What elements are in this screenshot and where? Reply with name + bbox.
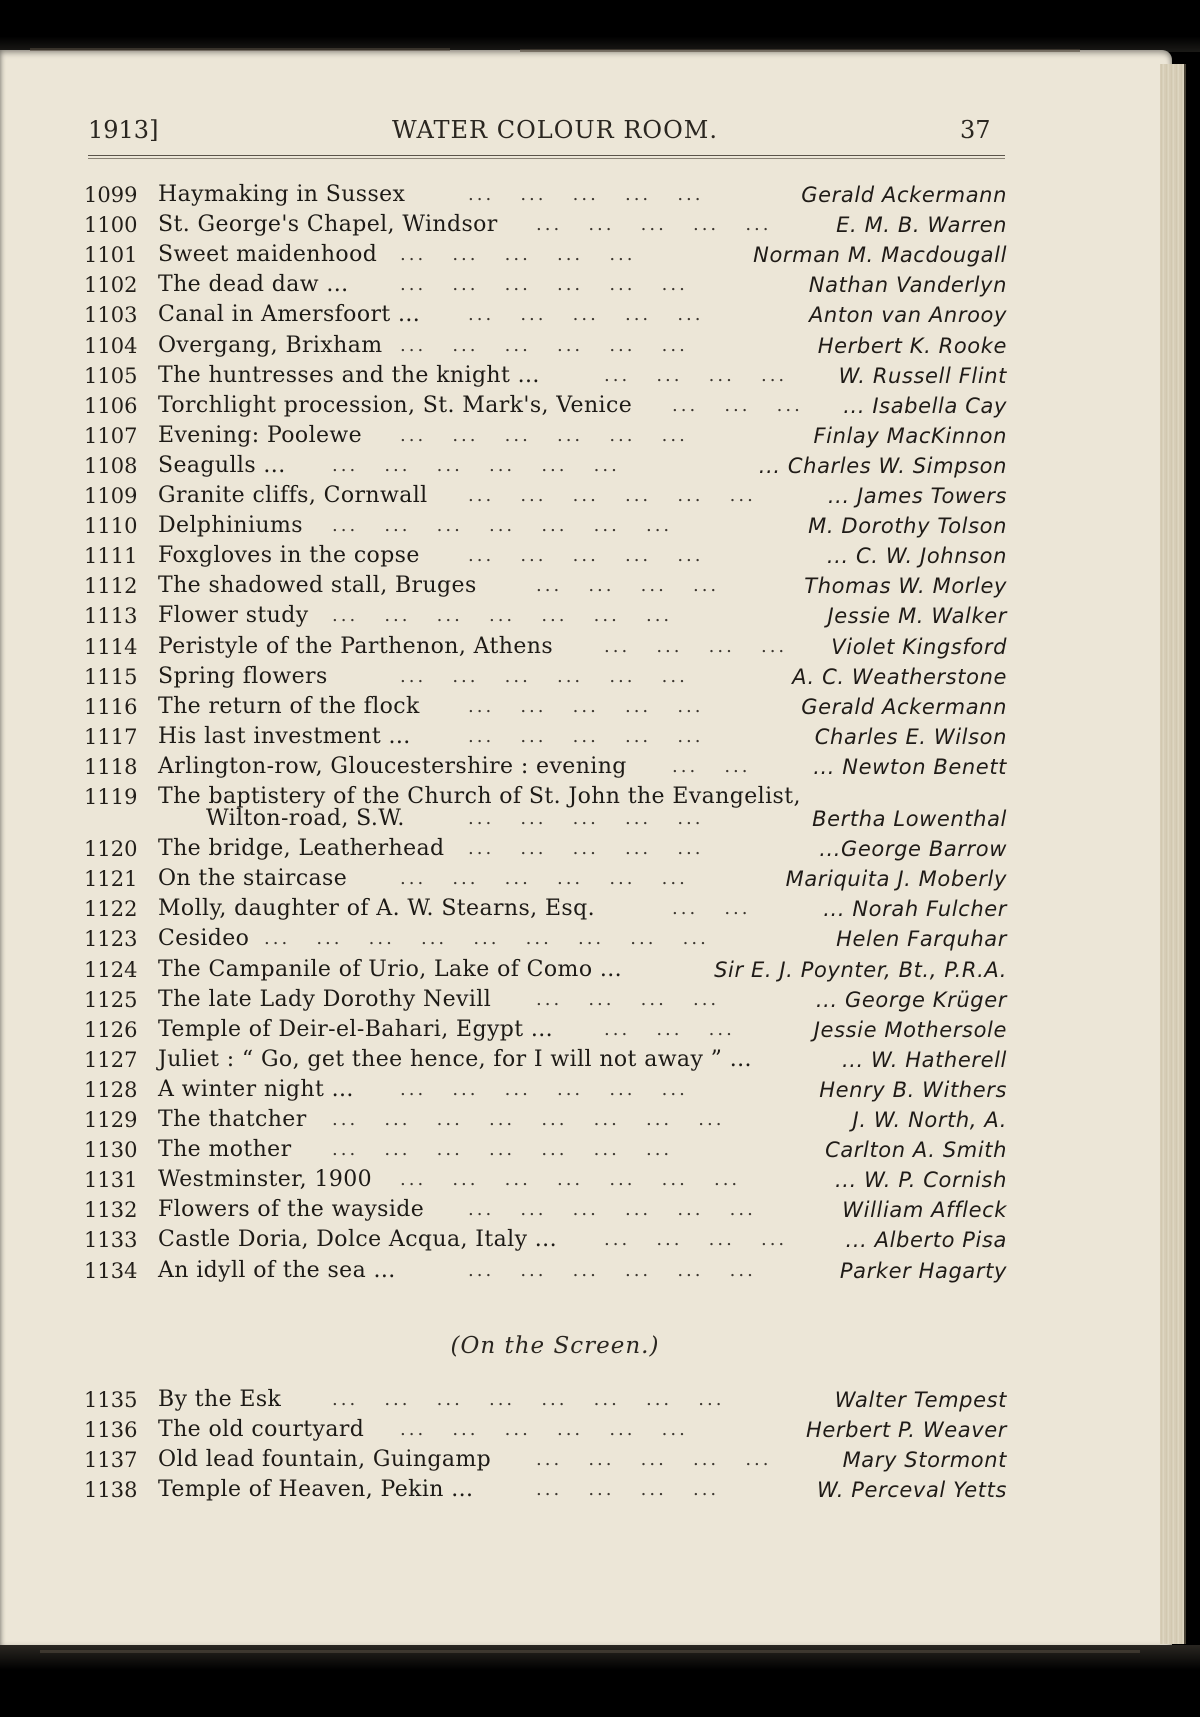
entry-artist: ...George Barrow [819,837,1007,862]
catalogue-entry [0,1045,1172,1075]
entry-title-continuation: Wilton-road, S.W. [206,806,405,831]
entry-artist: ... Alberto Pisa [845,1228,1007,1253]
entry-title: Temple of Deir-el-Bahari, Egypt ... [158,1016,554,1042]
leader-dots: ... ... ... ... ... ... [400,424,688,446]
entry-title: Canal in Amersfoort ... [158,302,421,328]
leader-dots: ... ... ... ... [604,364,788,386]
catalogue-entry-continuation [0,804,1172,834]
entry-artist: Norman M. Macdougall [753,243,1007,268]
entry-artist: Jessie M. Walker [827,604,1007,629]
catalogue-entry [0,391,1172,421]
entry-title: Cesideo [158,926,250,952]
entry-title: Spring flowers [158,663,328,689]
leader-dots: ... ... ... ... ... ... [400,868,688,890]
entry-artist: Herbert P. Weaver [806,1418,1007,1442]
catalogue-entry [0,601,1172,631]
entry-artist: Nathan Vanderlyn [808,273,1007,298]
entry-artist: Mary Stormont [842,1448,1007,1472]
entry-number: 1120 [84,837,138,862]
catalogue-entry [0,632,1172,662]
entry-title: The late Lady Dorothy Nevill [158,986,492,1012]
entry-title: Delphiniums [158,513,303,539]
entry-artist: ... W. Hatherell [841,1047,1007,1072]
leader-dots: ... ... ... ... ... [468,808,704,829]
catalogue-entry [0,1195,1172,1225]
leader-dots: ... ... ... ... ... [468,184,704,205]
entry-artist: A. C. Weatherstone [792,664,1007,689]
leader-dots: ... ... ... ... ... [468,545,704,567]
entry-artist: ... George Krüger [815,987,1007,1012]
entry-number: 1128 [84,1077,138,1102]
catalogue-entry [0,985,1172,1015]
catalogue-entry [0,1165,1172,1195]
catalogue-entry [0,331,1172,361]
entry-title: Temple of Heaven, Pekin ... [158,1477,474,1502]
scan-artifact [30,48,450,51]
leader-dots: ... ... ... ... ... ... ... [332,1139,673,1161]
entry-number: 1100 [84,213,138,238]
entry-title: Westminster, 1900 [158,1167,373,1193]
catalogue-entry [0,692,1172,722]
entry-title: On the staircase [158,866,348,892]
entry-artist: Henry B. Withers [819,1077,1007,1102]
catalogue-entry [0,1225,1172,1255]
entry-title: The Campanile of Urio, Lake of Como ... [158,956,623,982]
entry-artist: W. Perceval Yetts [817,1478,1007,1502]
catalogue-entry [0,955,1172,985]
entry-title: Peristyle of the Parthenon, Athens [158,633,554,659]
leader-dots: ... ... ... ... ... ... [332,454,620,476]
entry-title: Granite cliffs, Cornwall [158,483,428,508]
entry-title: Foxgloves in the copse [158,543,420,569]
entry-number: 1102 [84,273,138,298]
catalogue-entry [0,834,1172,864]
entry-number: 1113 [84,604,138,629]
entry-number: 1108 [84,453,138,478]
catalogue-entry [0,511,1172,541]
leader-dots: ... ... ... ... ... ... [468,485,756,506]
leader-dots: ... ... ... ... ... [468,304,704,326]
catalogue-entry [0,1015,1172,1045]
leader-dots: ... ... ... ... ... [468,838,704,860]
entry-artist: Walter Tempest [834,1388,1007,1412]
entry-title: Overgang, Brixham [158,332,383,358]
catalogue-entry [0,361,1172,391]
entry-number: 1099 [84,183,138,207]
entry-number: 1107 [84,423,138,448]
leader-dots: ... ... ... ... ... ... [400,1419,688,1440]
entry-artist: ... James Towers [827,484,1007,508]
leader-dots: ... ... ... ... ... ... [468,1199,756,1221]
catalogue-entry [0,270,1172,300]
catalogue-entry [0,571,1172,601]
entry-number: 1103 [84,303,138,328]
entry-number: 1127 [84,1047,138,1072]
entry-artist: Finlay MacKinnon [813,423,1007,448]
entry-number: 1124 [84,957,138,982]
entry-number: 1118 [84,754,138,779]
leader-dots: ... ... ... ... ... [468,695,704,717]
entry-artist: William Affleck [842,1198,1007,1223]
entry-artist: ... Isabella Cay [843,393,1007,418]
entry-number: 1104 [84,333,138,358]
entry-title: A winter night ... [158,1076,354,1102]
entry-title: An idyll of the sea ... [158,1257,396,1283]
entry-number: 1123 [84,927,138,952]
leader-dots: ... ... ... ... ... ... [468,1259,756,1281]
entry-artist: E. M. B. Warren [836,213,1007,238]
catalogue-entry [0,1105,1172,1135]
entry-artist: ... W. P. Cornish [835,1168,1007,1193]
leader-dots: ... ... ... ... [536,988,720,1010]
entry-number: 1137 [84,1448,138,1472]
leader-dots: ... ... ... ... ... [536,1449,772,1470]
entry-artist: Charles E. Wilson [814,724,1007,749]
leader-dots: ... ... ... ... [536,1479,720,1500]
entry-title: The mother [158,1137,292,1163]
entry-number: 1109 [84,484,138,508]
entry-artist: Carlton A. Smith [825,1138,1007,1163]
entry-title: Evening: Poolewe [158,422,363,448]
entry-number: 1112 [84,574,138,599]
leader-dots: ... ... ... ... ... ... ... [400,1169,741,1191]
scan-artifact [520,49,1080,52]
catalogue-entry [0,240,1172,270]
entry-title: Old lead fountain, Guingamp [158,1447,492,1472]
entry-artist: Mariquita J. Moberly [785,867,1007,892]
catalogue-entry [0,662,1172,692]
leader-dots: ... ... [672,898,751,920]
leader-dots: ... ... ... ... ... ... ... ... ... [264,928,709,950]
entry-number: 1135 [84,1388,138,1412]
entry-title: The huntresses and the knight ... [158,362,540,388]
entry-artist: Thomas W. Morley [804,574,1007,599]
leader-dots: ... ... ... ... ... [536,214,772,236]
leader-dots: ... ... ... [604,1018,735,1040]
catalogue-entry [0,1445,1172,1475]
entry-number: 1138 [84,1478,138,1502]
header-title: WATER COLOUR ROOM. [392,116,718,144]
entry-number: 1114 [84,634,138,659]
entry-title: The shadowed stall, Bruges [158,573,477,599]
entry-number: 1126 [84,1017,138,1042]
entry-title: The return of the flock [158,693,420,719]
entry-title: Haymaking in Sussex [158,182,406,207]
catalogue-entry [0,541,1172,571]
leader-dots: ... ... ... ... ... [468,725,704,747]
header-rule [88,155,1005,159]
catalogue-entry [0,1135,1172,1165]
catalogue-entry [0,210,1172,240]
entry-number: 1133 [84,1228,138,1253]
entry-title: By the Esk [158,1387,282,1412]
entry-number: 1121 [84,867,138,892]
entry-title: Flower study [158,603,309,629]
entry-title: St. George's Chapel, Windsor [158,212,498,238]
entry-title: Sweet maidenhood [158,242,378,268]
top-scan-border [0,0,1200,52]
entry-number: 1105 [84,363,138,388]
header-year: 1913] [88,116,159,144]
entry-number: 1122 [84,897,138,922]
catalogue-entry [0,180,1172,210]
entry-number: 1129 [84,1108,138,1132]
entry-title: The dead daw ... [158,272,349,298]
leader-dots: ... ... ... ... ... ... ... [332,605,673,627]
entry-artist: ... Newton Benett [813,754,1007,779]
entry-artist: Helen Farquhar [836,927,1007,952]
entry-artist: Herbert K. Rooke [817,333,1007,358]
leader-dots: ... ... ... ... ... ... ... ... [332,1389,725,1410]
catalogue-entry [0,722,1172,752]
entry-artist: J. W. North, A. [852,1108,1007,1132]
entry-artist: Jessie Mothersole [813,1017,1007,1042]
entry-artist: Sir E. J. Poynter, Bt., P.R.A. [714,957,1007,982]
leader-dots: ... ... ... ... [604,1229,788,1251]
leader-dots: ... ... ... ... [604,635,788,657]
entry-number: 1101 [84,243,138,268]
catalogue-entry [0,1075,1172,1105]
entry-title: Torchlight procession, St. Mark's, Venice [158,392,633,418]
entry-artist: Gerald Ackermann [801,694,1007,719]
entry-number: 1110 [84,514,138,539]
entry-artist: Parker Hagarty [839,1258,1007,1283]
leader-dots: ... ... ... ... ... ... ... ... [332,1109,725,1130]
screen-section-heading: (On the Screen.) [450,1333,660,1359]
leader-dots: ... ... ... ... ... ... [400,1078,688,1100]
catalogue-entry [0,481,1172,511]
entry-title: Flowers of the wayside [158,1197,425,1223]
leader-dots: ... ... [672,755,751,777]
entry-artist: M. Dorothy Tolson [808,514,1007,539]
entry-artist: ... Charles W. Simpson [758,453,1007,478]
leader-dots: ... ... ... ... ... ... [400,665,688,687]
running-header [0,116,1172,156]
entry-number: 1125 [84,987,138,1012]
catalogue-entry [0,1475,1172,1505]
entry-artist: Bertha Lowenthal [812,807,1007,831]
entry-title: His last investment ... [158,723,411,749]
leader-dots: ... ... ... [672,394,803,416]
catalogue-entry [0,864,1172,894]
entry-title: Juliet : “ Go, get thee hence, for I will not away ” ... [158,1046,752,1072]
entry-artist: Gerald Ackermann [801,183,1007,207]
entry-title: Castle Doria, Dolce Acqua, Italy ... [158,1227,557,1253]
entry-number: 1136 [84,1418,138,1442]
entry-number: 1119 [84,785,138,809]
leader-dots: ... ... ... ... ... [400,244,636,266]
catalogue-entry [0,451,1172,481]
entry-number: 1106 [84,393,138,418]
entry-artist: W. Russell Flint [838,363,1007,388]
page-number: 37 [960,116,991,144]
entry-title: Seagulls ... [158,452,286,478]
entry-artist: ... C. W. Johnson [826,544,1007,569]
entry-title: The thatcher [158,1107,307,1132]
catalogue-entry [0,300,1172,330]
catalogue-entry [0,1415,1172,1445]
entry-number: 1134 [84,1258,138,1283]
leader-dots: ... ... ... ... ... ... [400,274,688,296]
catalogue-entry [0,924,1172,954]
leader-dots: ... ... ... ... ... ... ... [332,515,673,537]
bottom-scan-border [0,1645,1200,1717]
catalogue-entry [0,752,1172,782]
entry-title: The bridge, Leatherhead [158,836,445,862]
entry-number: 1111 [84,544,138,569]
catalogue-entry [0,1385,1172,1415]
entry-number: 1115 [84,664,138,689]
catalogue-entry [0,894,1172,924]
leader-dots: ... ... ... ... ... ... [400,334,688,356]
entry-title: Molly, daughter of A. W. Stearns, Esq. [158,896,595,922]
entry-artist: ... Norah Fulcher [823,897,1007,922]
entry-title: The old courtyard [158,1417,365,1442]
entry-number: 1130 [84,1138,138,1163]
leader-dots: ... ... ... ... [536,575,720,597]
entry-number: 1131 [84,1168,138,1193]
entry-title: Arlington-row, Gloucestershire : evening [158,753,627,779]
entry-title: The baptistery of the Church of St. John the Evangelist, [158,784,801,809]
catalogue-entry [0,1256,1172,1286]
catalogue-entry [0,421,1172,451]
entry-number: 1117 [84,724,138,749]
entry-artist: Anton van Anrooy [808,303,1007,328]
entry-number: 1116 [84,694,138,719]
entry-artist: Violet Kingsford [831,634,1007,659]
entry-number: 1132 [84,1198,138,1223]
scan-artifact [40,1650,1140,1653]
